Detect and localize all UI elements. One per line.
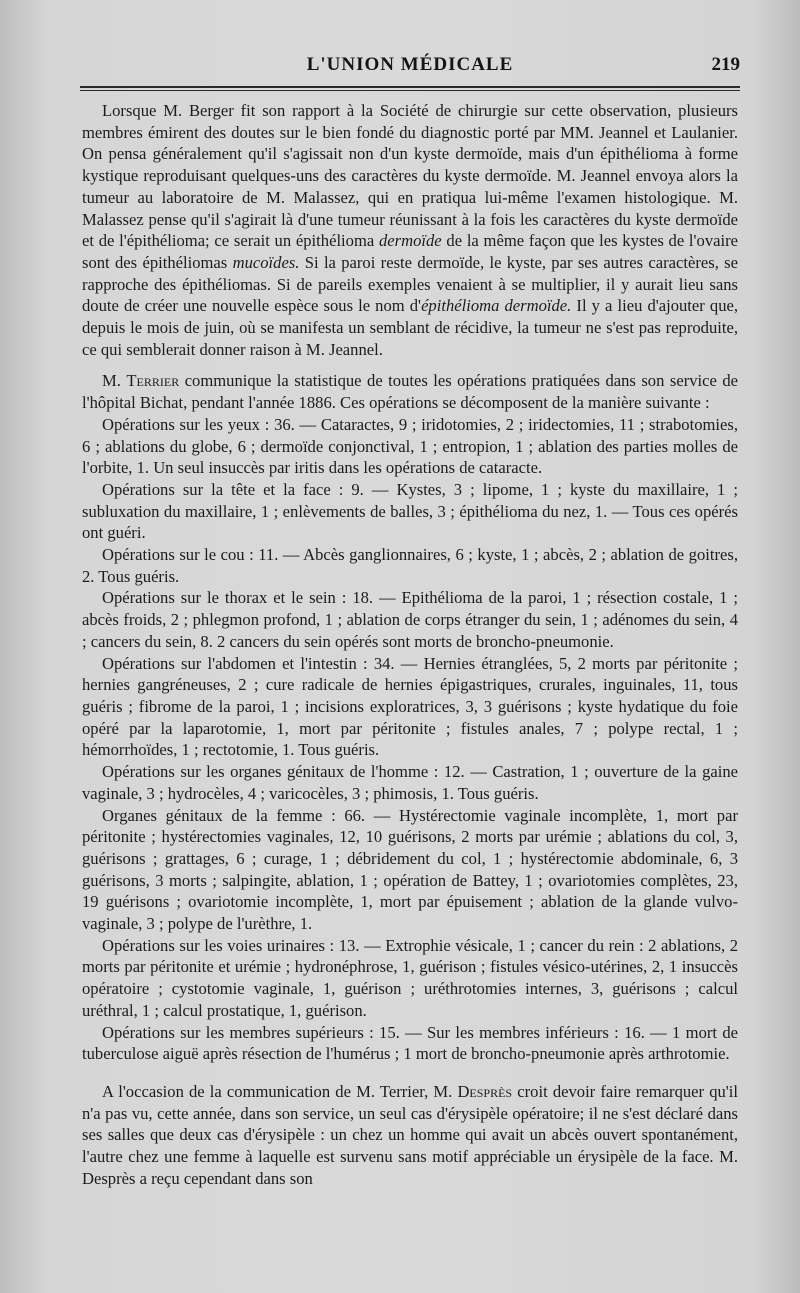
author-name: Terrier	[126, 371, 180, 391]
paragraph-operations-neck: Opérations sur le cou : 11. — Abcès ganglionnaires, 6 ; kyste, 1 ; abcès, 2 ; ablation de goitres, 2. Tous guéris.	[82, 545, 738, 586]
paragraph-operations-female-genital: Organes génitaux de la femme : 66. — Hystérectomie vaginale incomplète, 1, mort par péritonite ; hystérectomies vaginales, 12, 10 guérisons, 2 morts par urémie ; ablations du col, 3, guérisons ; grattages, 6 ; curage, 1 ; débridement du col, 1 ; hystérectomie abdominale, 6, 3 guérisons, 3 morts ; salpingite, ablation, 1 ; opération de Battey, 1 ; ovariotomies complètes, 23, 19 guérisons ; ovariotomie incomplète, 1, mort par épuisement ; ablation de la glande vulvo-vaginale, 3 ; polype de l'urèthre, 1.	[82, 805, 738, 934]
text-run: de la même façon que les kystes de l'ovaire sont des épithéliomas	[82, 231, 738, 272]
text-run: communique la statistique de toutes les opérations pratiquées dans son service de l'hôpital Bichat, pendant l'année 1886. Ces opérations se décomposent de la manière suivante :	[82, 371, 738, 413]
text-run: croit devoir faire remarquer qu'il n'a pas vu, cette année, dans son service, un seul cas d'érysipèle opératoire; il ne s'est déclaré dans ses salles que deux cas d'érysipèle : un chez un homme qui avait un abcès ouvert spontanément, l'autre chez une femme à laquelle est survenu sans motif appréciable un érysipèle de la face. M. Desprès a reçu cependant dans son	[82, 1081, 739, 1188]
text-run: Lorsque M. Berger fit son rapport à la Société de chirurgie sur cette observation, plusieurs membres émirent des doutes sur le bien fondé du diagnostic porté par MM. Jeannel et Laulanier. On pensa généralement qu'il s'agissait non d'un kyste dermoïde, mais d'un épithélioma à forme kystique reproduisant quelques-uns des caractères du kyste dermoïde. M. Jeannel envoya alors la tumeur au laboratoire de M. Malassez, qui en pratiqua lui-même l'examen histologique. M. Malassez pense qu'il s'agirait là d'une tumeur réunissant à la fois les caractères du kyste dermoïde et de l'épithélioma; ce serait un épithélioma	[82, 101, 738, 251]
paragraph-operations-male-genital: Opérations sur les organes génitaux de l'homme : 12. — Castration, 1 ; ouverture de la gaine vaginale, 3 ; hydrocèles, 4 ; varicocèles, 3 ; phimosis, 1. Tous guéris.	[82, 762, 738, 803]
italic-term: dermoïde	[378, 231, 442, 251]
text-run: A l'occasion de la communication de M. Terrier, M.	[102, 1081, 453, 1101]
paragraph-operations-head: Opérations sur la tête et la face : 9. — Kystes, 3 ; lipome, 1 ; kyste du maxillaire, 1 ; subluxation du maxillaire, 1 ; enlèvements de balles, 3 ; épithélioma du nez, 1. — Tous ces opérés ont guéri.	[82, 479, 738, 543]
paragraph-operations-limbs: Opérations sur les membres supérieurs : 15. — Sur les membres inférieurs : 16. — 1 mort de tuberculose aiguë après résection de l'humérus ; 1 mort de broncho-pneumonie après arthrotomie.	[82, 1022, 738, 1064]
paragraph-operations-urinary: Opérations sur les voies urinaires : 13. — Extrophie vésicale, 1 ; cancer du rein : 2 ablations, 2 morts par péritonite et urémie ; hydronéphrose, 1, guérison ; fistules vésico-utérines, 2, 1 insuccès opératoire ; cystotomie vaginale, 1, guérison ; uréthrotomies internes, 3, guérisons ; calcul uréthral, 1 ; calcul prostatique, 1, guérison.	[82, 935, 738, 1020]
running-header	[80, 54, 740, 82]
paragraph-berger-report	[82, 100, 738, 360]
journal-title: L'UNION MÉDICALE	[306, 54, 514, 75]
paragraph-operations-thorax: Opérations sur le thorax et le sein : 18. — Epithélioma de la paroi, 1 ; résection costale, 1 ; abcès froids, 2 ; phlegmon profond, 1 ; ablation de corps étranger du sein, 1 ; adénomes du sein, 4 ; cancers du sein, 8. 2 cancers du sein opérés sont morts de broncho-pneumonie.	[82, 588, 738, 651]
text-run: Si la paroi reste dermoïde, le kyste, par ses autres caractères, se rapproche des épithéliomas. Si de pareils exemples venaient à se multiplier, il y aurait lieu sans doute de créer une nouvelle espèce sous le nom d'	[82, 252, 739, 316]
text-run: M.	[102, 371, 121, 391]
article-body	[82, 100, 738, 1189]
author-name: Desprès	[457, 1081, 513, 1101]
paragraph-despres-remark	[82, 1081, 738, 1190]
italic-term: épithélioma dermoïde.	[421, 296, 572, 316]
paragraph-terrier-statistics	[82, 370, 738, 413]
paragraph-operations-eyes: Opérations sur les yeux : 36. — Cataractes, 9 ; iridotomies, 2 ; iridectomies, 11 ; strabotomies, 6 ; ablations du globe, 6 ; dermoïde conjonctival, 1 ; entropion, 1 ; ablation des parties molles de l'orbite, 1. Un seul insuccès par iritis dans les opérations de cataracte.	[82, 414, 738, 478]
paragraph-operations-abdomen: Opérations sur l'abdomen et l'intestin : 34. — Hernies étranglées, 5, 2 morts par péritonite ; hernies gangréneuses, 2 ; cure radicale de hernies épigastriques, crurales, inguinales, 11, tous guéris ; fibrome de la paroi, 1 ; incisions exploratrices, 3, 3 guérisons ; kyste hydatique du foie opéré par la laparotomie, 1, mort par péritonite ; fistules anales, 7 ; polype rectal, 1 ; hémorrhoïdes, 1 ; rectotomie, 1. Tous guéris.	[82, 653, 738, 760]
header-rule-thin	[80, 90, 740, 91]
italic-term: mucoïdes.	[232, 252, 300, 272]
page-number: 219	[711, 54, 740, 75]
header-rule-thick	[80, 86, 740, 88]
text-run: Il y a lieu d'ajouter que, depuis le mois de juin, où se manifesta un semblant de récidive, la tumeur ne s'est pas reproduite, ce qui semblerait donner raison à M. Jeannel.	[82, 296, 739, 359]
